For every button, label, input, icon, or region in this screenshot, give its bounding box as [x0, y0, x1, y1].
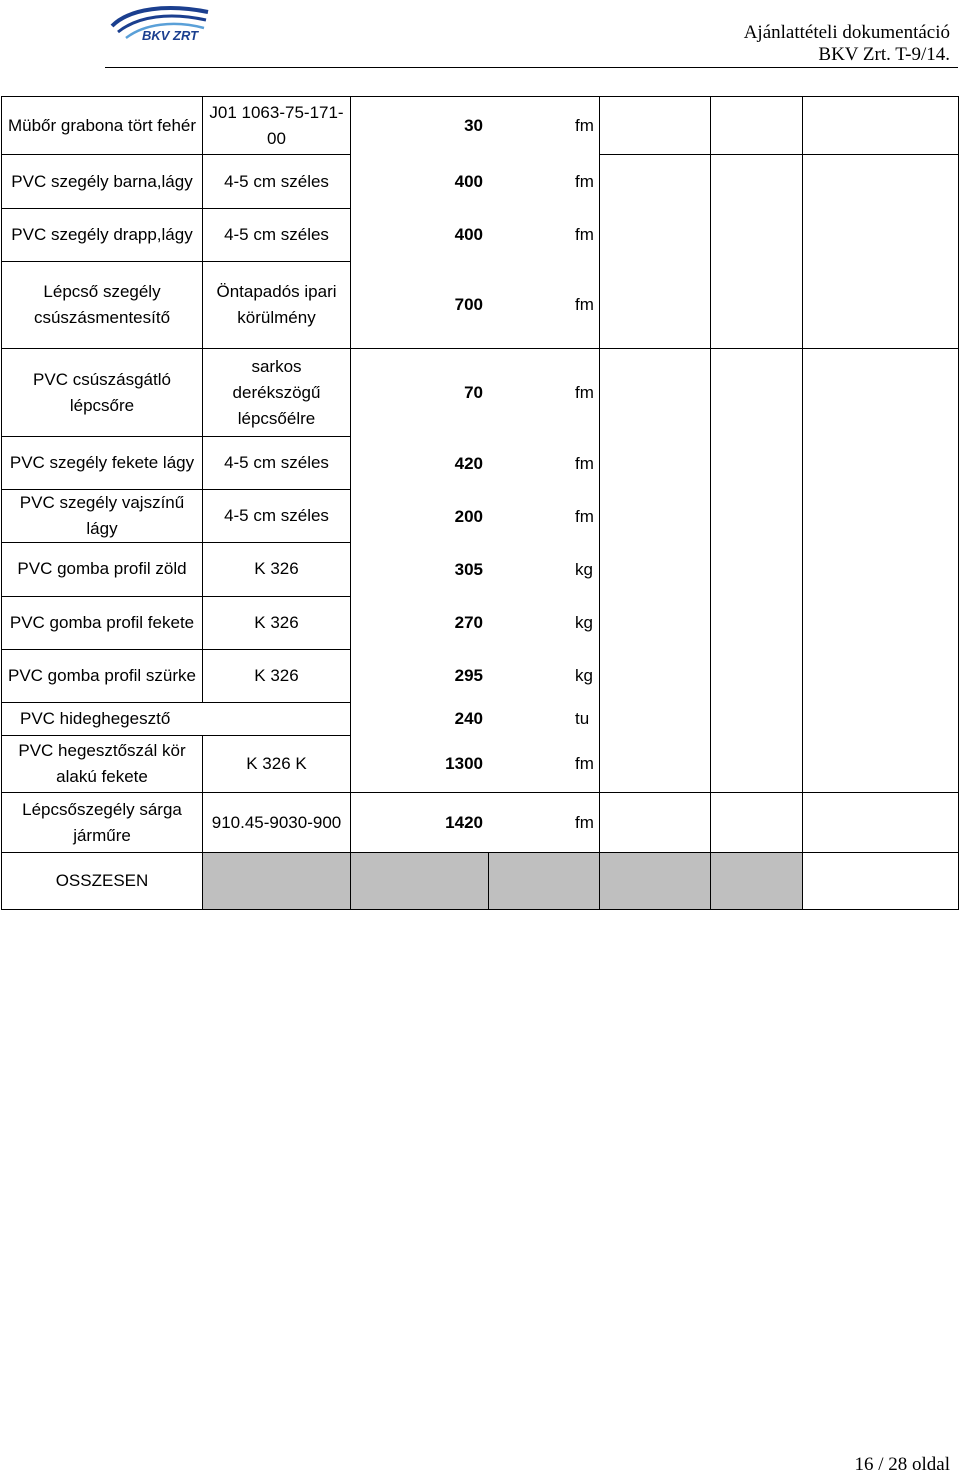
item-qty: 400 — [454, 171, 483, 191]
item-spec: 910.45-9030-900 — [203, 793, 351, 853]
item-unit: fm — [575, 812, 594, 832]
item-qty: 270 — [454, 612, 483, 632]
page-number: 16 / 28 oldal — [854, 1454, 950, 1475]
item-unit: kg — [575, 665, 593, 685]
total-row — [2, 853, 959, 910]
item-unit: tu — [575, 708, 590, 728]
item-name: Mübőr grabona tört fehér — [2, 97, 203, 155]
item-unit: fm — [575, 383, 594, 402]
item-unit: fm — [575, 171, 594, 191]
item-name: PVC gomba profil fekete — [2, 596, 203, 649]
qty-unit-block — [351, 349, 600, 793]
item-unit: fm — [575, 116, 594, 135]
item-unit: fm — [575, 294, 594, 314]
item-name: PVC csúszásgátló lépcsőre — [2, 349, 203, 437]
item-unit: fm — [575, 453, 594, 473]
item-spec: J01 1063-75-171-00 — [203, 97, 351, 155]
item-unit: kg — [575, 559, 593, 579]
item-name: PVC hideghegesztő — [2, 702, 351, 735]
item-qty: 305 — [454, 559, 483, 579]
item-name: Lépcső szegély csúszásmentesítő — [2, 262, 203, 349]
item-spec: 4-5 cm széles — [203, 209, 351, 262]
header-rule — [105, 67, 958, 68]
item-spec: K 326 — [203, 596, 351, 649]
item-name: PVC hegesztőszál kör alakú fekete — [2, 735, 203, 792]
item-qty: 400 — [454, 224, 483, 244]
qty-unit-block — [351, 793, 600, 853]
item-spec: K 326 K — [203, 735, 351, 792]
item-name: PVC szegély fekete lágy — [2, 437, 203, 490]
item-qty: 420 — [454, 453, 483, 473]
item-qty: 700 — [454, 294, 483, 314]
item-spec: 4-5 cm széles — [203, 155, 351, 209]
item-qty: 200 — [454, 506, 483, 526]
item-name: PVC gomba profil zöld — [2, 543, 203, 596]
item-unit: kg — [575, 612, 593, 632]
item-spec: Öntapadós ipari körülmény — [203, 262, 351, 349]
table-row — [2, 793, 959, 853]
item-name: PVC szegély drapp,lágy — [2, 209, 203, 262]
table-row — [2, 349, 959, 437]
item-name: PVC szegély barna,lágy — [2, 155, 203, 209]
total-label: OSSZESEN — [2, 853, 203, 910]
item-spec: K 326 — [203, 543, 351, 596]
item-name: Lépcsőszegély sárga járműre — [2, 793, 203, 853]
item-qty: 70 — [464, 383, 483, 402]
item-qty: 240 — [454, 708, 483, 728]
item-name: PVC szegély vajszínű lágy — [2, 490, 203, 543]
item-qty: 1300 — [445, 753, 483, 773]
item-qty: 30 — [464, 116, 483, 135]
item-unit: fm — [575, 224, 594, 244]
item-spec: 4-5 cm széles — [203, 490, 351, 543]
qty-unit-block — [351, 97, 600, 349]
item-unit: fm — [575, 753, 594, 773]
item-name: PVC gomba profil szürke — [2, 649, 203, 702]
item-qty: 295 — [454, 665, 483, 685]
item-spec: K 326 — [203, 649, 351, 702]
items-table — [1, 96, 959, 910]
table-row — [2, 97, 959, 155]
item-spec: 4-5 cm széles — [203, 437, 351, 490]
item-spec: sarkos derékszögű lépcsőélre — [203, 349, 351, 437]
item-unit: fm — [575, 506, 594, 526]
doc-title: Ajánlattételi dokumentáció — [743, 22, 950, 43]
doc-ref: BKV Zrt. T-9/14. — [818, 44, 950, 65]
doc-header — [744, 22, 950, 66]
logo-text: BKV ZRT — [142, 28, 199, 43]
item-qty: 1420 — [445, 812, 483, 832]
bkv-logo — [108, 2, 212, 46]
